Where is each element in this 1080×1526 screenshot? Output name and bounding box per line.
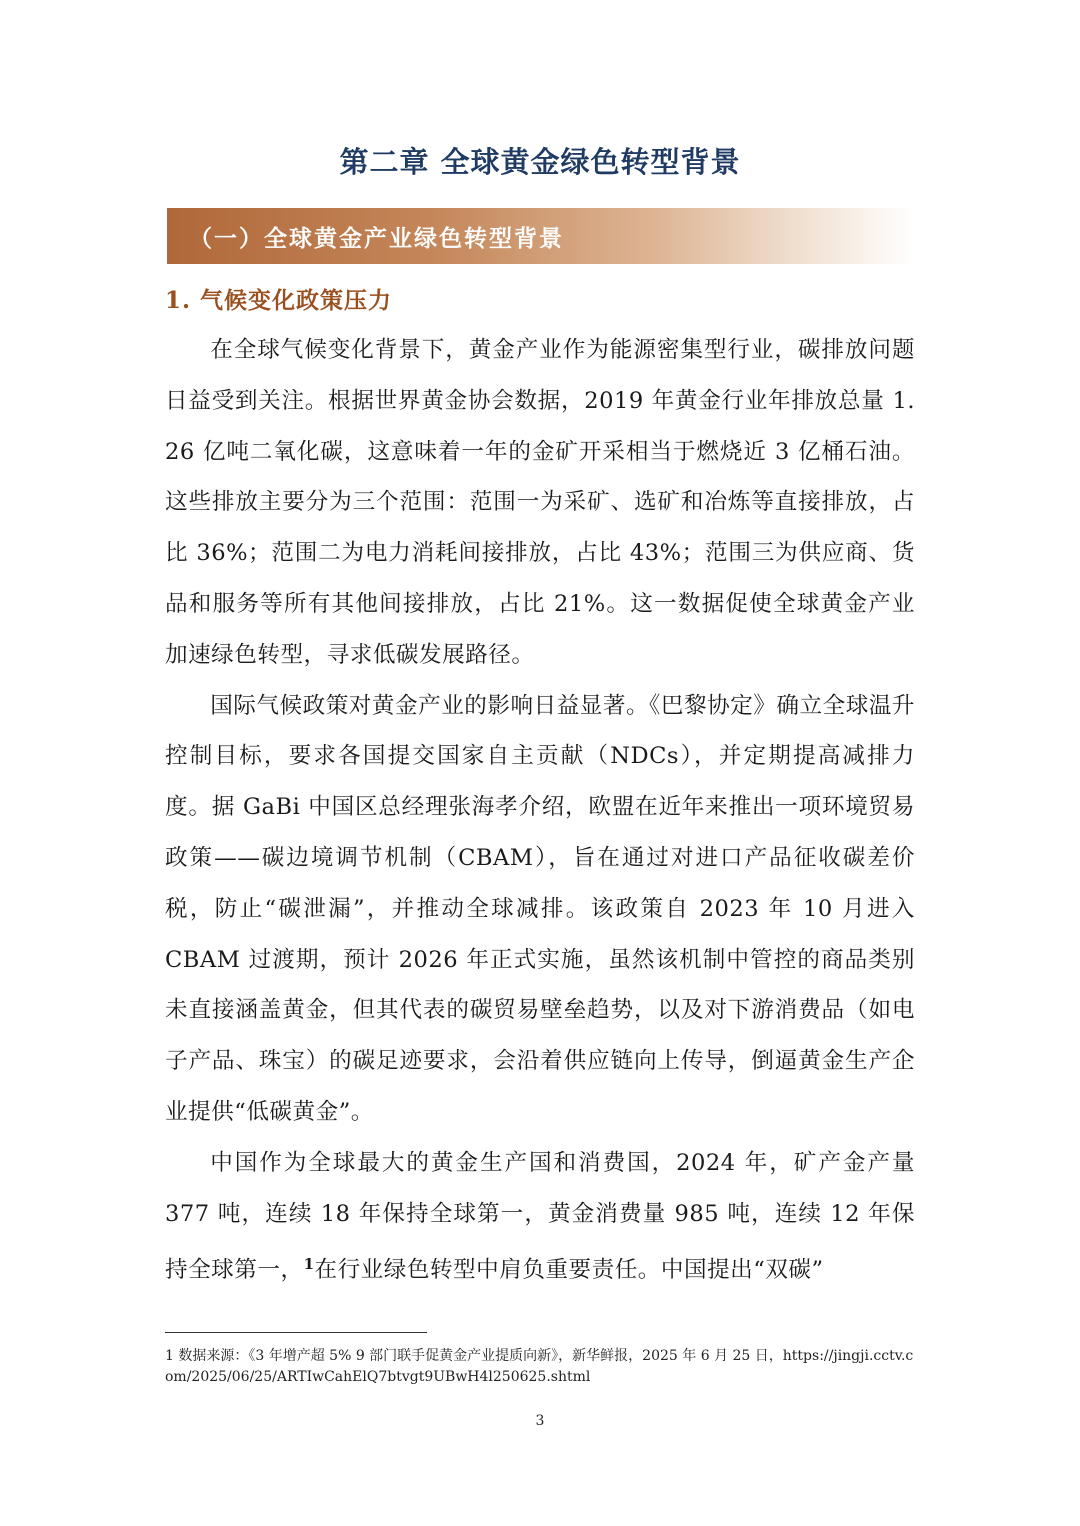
page-number: 3 bbox=[535, 1413, 545, 1429]
chapter-title: 第二章 全球黄金绿色转型背景 bbox=[339, 145, 741, 179]
subsection-title: 1. 气候变化政策压力 bbox=[165, 287, 393, 314]
footnote-reference[interactable]: 1 bbox=[303, 1255, 315, 1274]
footnote-divider bbox=[165, 1332, 427, 1333]
section-banner bbox=[167, 208, 915, 264]
section-title: （一）全球黄金产业绿色转型背景 bbox=[189, 224, 564, 252]
paragraph-1: 在全球气候变化背景下，黄金产业作为能源密集型行业，碳排放问题日益受到关注。根据世界黄金协会数据，2019 年黄金行业年排放总量 1. 26 亿吨二氧化碳，这意味着一年的金矿开采相当于燃烧近 3 亿桶石油。这些排放主要分为三个范围：范围一为采矿、选矿和冶炼等直接排放，占比 36%；范围二为电力消耗间接排放，占比 43%；范围三为供应商、货品和服务等所有其他间接排放，占比 21%。这一数据促使全球黄金产业加速绿色转型，寻求低碳发展路径。 bbox=[165, 337, 915, 668]
body-text bbox=[165, 325, 915, 1296]
footnote: 1 数据来源：《3 年增产超 5% 9 部门联手促黄金产业提质向新》，新华鲜报，2025 年 6 月 25 日，https://jingji.cctv.com/2025/06/25/ARTIwCahElQ7btvgt9UBwH4l250625.shtml bbox=[165, 1348, 914, 1385]
paragraph-3 bbox=[165, 1138, 915, 1296]
paragraph-3-text: 中国作为全球最大的黄金生产国和消费国，2024 年，矿产金产量 377 吨，连续 18 年保持全球第一，黄金消费量 985 吨，连续 12 年保持全球第一， bbox=[165, 1149, 915, 1284]
paragraph-2: 国际气候政策对黄金产业的影响日益显著。《巴黎协定》确立全球温升控制目标，要求各国提交国家自主贡献（NDCs），并定期提高减排力度。据 GaBi 中国区总经理张海孝介绍，欧盟在近年来推出一项环境贸易政策——碳边境调节机制（CBAM），旨在通过对进口产品征收碳差价税，防止“碳泄漏”，并推动全球减排。该政策自 2023 年 10 月进入 CBAM 过渡期，预计 2026 年正式实施，虽然该机制中管控的商品类别未直接涵盖黄金，但其代表的碳贸易壁垒趋势，以及对下游消费品（如电子产品、珠宝）的碳足迹要求，会沿着供应链向上传导，倒逼黄金生产企业提供“低碳黄金”。 bbox=[165, 692, 915, 1125]
paragraph-3-text-continued: 在行业绿色转型中肩负重要责任。中国提出“双碳” bbox=[314, 1257, 824, 1284]
